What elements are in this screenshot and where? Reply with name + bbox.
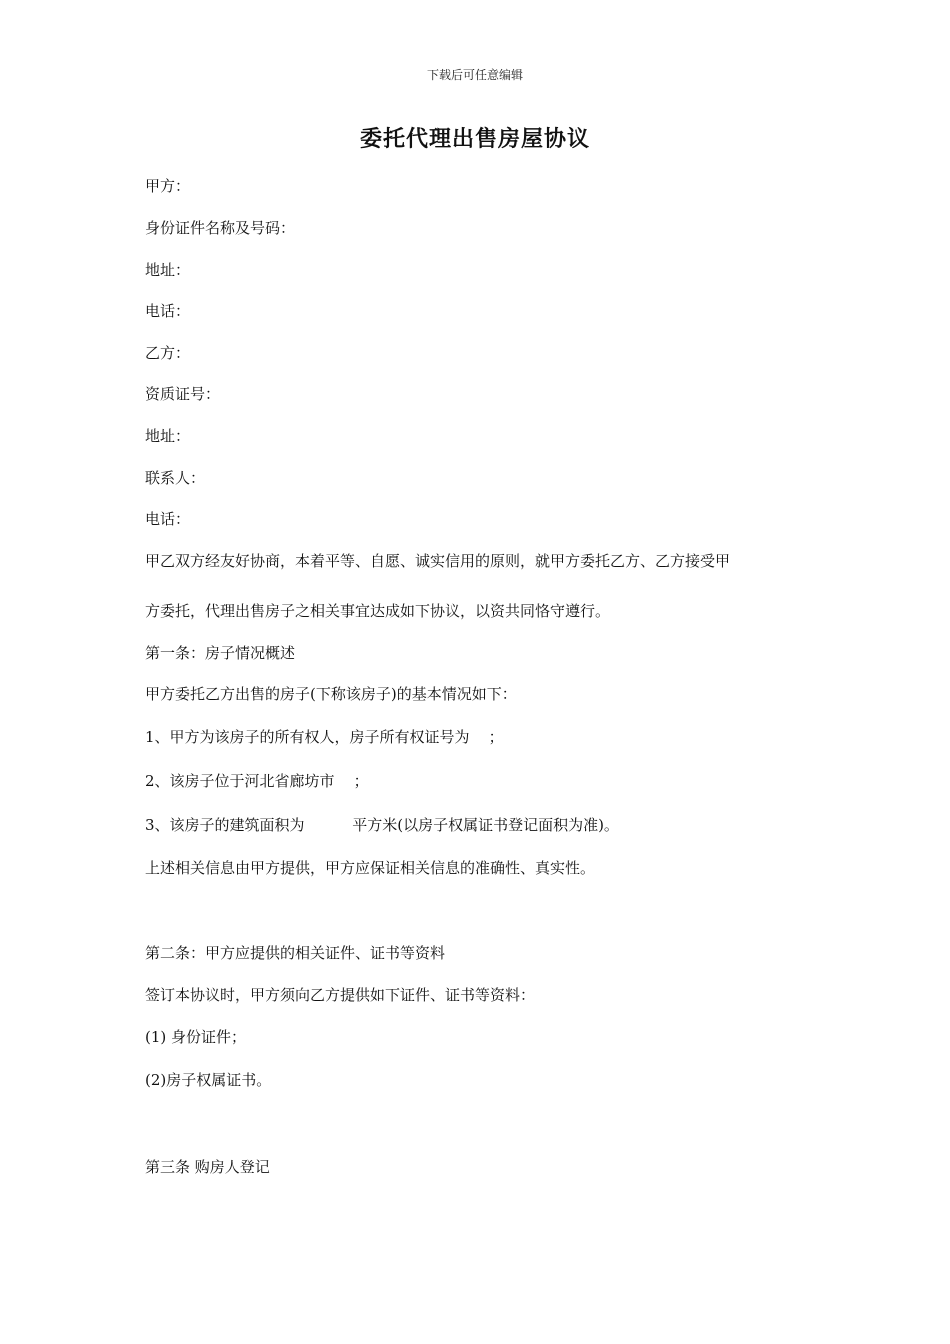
- intro-paragraph-line-1: 甲乙双方经友好协商，本着平等、自愿、诚实信用的原则，就甲方委托乙方、乙方接受甲: [145, 552, 731, 570]
- party-a-phone-label: 电话：: [145, 302, 191, 320]
- article-2-item-2: (2)房子权属证书。: [145, 1071, 272, 1089]
- article-2-heading: 第二条：甲方应提供的相关证件、证书等资料: [145, 944, 446, 962]
- party-b-address-label: 地址：: [145, 427, 191, 445]
- intro-paragraph-line-2: 方委托，代理出售房子之相关事宜达成如下协议，以资共同恪守遵行。: [145, 602, 611, 620]
- document-title: 委托代理出售房屋协议: [359, 126, 590, 152]
- party-a-id-label: 身份证件名称及号码：: [145, 219, 296, 237]
- article-1-item-1: 1、甲方为该房子的所有权人，房子所有权证号为 ；: [145, 728, 504, 746]
- party-b-cert-label: 资质证号：: [145, 385, 221, 403]
- party-a-label: 甲方：: [145, 177, 191, 195]
- article-1-item-2: 2、该房子位于河北省廊坊市 ；: [145, 772, 369, 790]
- party-a-address-label: 地址：: [145, 261, 191, 279]
- article-1-item-3: 3、该房子的建筑面积为 平方米(以房子权属证书登记面积为准)。: [145, 816, 619, 834]
- party-b-label: 乙方：: [145, 344, 191, 362]
- article-2-item-1: (1) 身份证件；: [145, 1028, 247, 1046]
- page-header-note: 下载后可任意编辑: [426, 68, 523, 82]
- article-1-heading: 第一条：房子情况概述: [145, 644, 296, 662]
- party-b-contact-label: 联系人：: [145, 469, 206, 487]
- article-1-intro: 甲方委托乙方出售的房子(下称该房子)的基本情况如下：: [145, 685, 517, 703]
- article-3-heading: 第三条 购房人登记: [145, 1158, 270, 1176]
- article-2-intro: 签订本协议时，甲方须向乙方提供如下证件、证书等资料：: [145, 986, 536, 1004]
- article-1-note: 上述相关信息由甲方提供，甲方应保证相关信息的准确性、真实性。: [145, 859, 596, 877]
- party-b-phone-label: 电话：: [145, 510, 191, 528]
